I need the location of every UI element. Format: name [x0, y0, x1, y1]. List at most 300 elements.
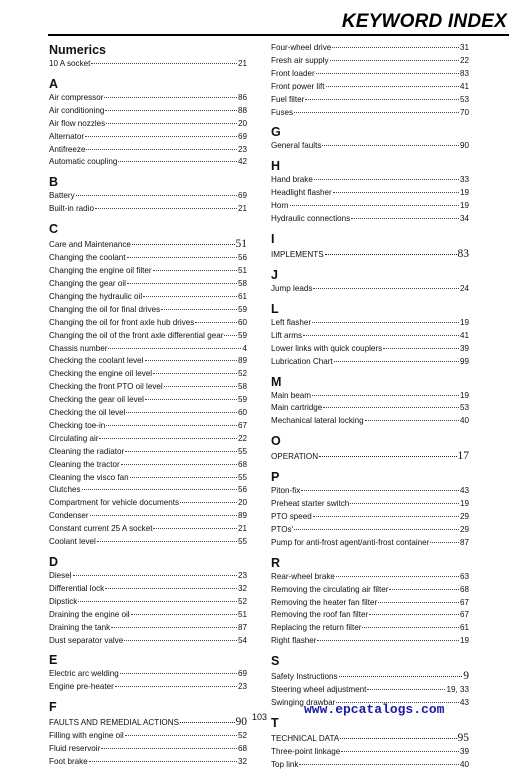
section-heading: F — [49, 700, 57, 715]
dot-leader — [120, 673, 237, 674]
dot-leader — [294, 529, 459, 530]
index-entry-label: Draining the tank — [49, 622, 111, 632]
index-entry-page: 55 — [237, 446, 247, 456]
index-entry-page: 52 — [237, 369, 247, 379]
dot-leader — [195, 322, 237, 323]
index-entry[interactable] — [49, 144, 247, 157]
index-entry[interactable] — [49, 105, 247, 118]
index-entry-page: 54 — [237, 635, 247, 645]
index-entry-page: 22 — [459, 55, 469, 65]
section-heading: D — [49, 555, 59, 569]
index-entry-label: Piton-fix — [271, 486, 301, 496]
index-entry-label: Draining the engine oil — [49, 609, 130, 619]
dot-leader — [153, 373, 237, 374]
index-entry-page: 83 — [457, 247, 469, 260]
index-entry-page: 68 — [237, 459, 247, 469]
index-entry-page: 59 — [237, 395, 247, 405]
index-entry[interactable] — [271, 485, 469, 498]
dot-leader — [336, 576, 459, 577]
index-entry-page: 69 — [237, 191, 247, 201]
index-entry[interactable] — [49, 381, 247, 394]
index-entry-label: Jump leads — [271, 283, 313, 293]
index-entry-label: Changing the oil for front axle hub drives — [49, 317, 195, 327]
dot-leader — [99, 438, 237, 439]
dot-leader — [180, 502, 237, 503]
index-entry-page: 60 — [237, 317, 247, 327]
index-entry[interactable] — [49, 583, 247, 596]
index-column-right — [271, 42, 469, 772]
dot-leader — [313, 516, 459, 517]
index-entry[interactable] — [271, 746, 469, 759]
index-entry-page: 68 — [459, 584, 469, 594]
index-entry-label: Removing the circulating air filter — [271, 584, 389, 594]
index-entry-page: 20 — [237, 118, 247, 128]
section-heading: H — [271, 159, 281, 174]
dot-leader — [130, 477, 237, 478]
index-entry-page: 32 — [237, 583, 247, 593]
index-entry[interactable] — [49, 343, 247, 356]
dot-leader — [101, 748, 237, 749]
dot-leader — [325, 254, 457, 255]
index-entry[interactable] — [49, 407, 247, 420]
index-entry[interactable] — [49, 730, 247, 743]
dot-leader — [339, 676, 463, 677]
index-entry-label: Steering wheel adjustment — [271, 685, 367, 695]
index-entry[interactable] — [49, 756, 247, 769]
index-entry-label: Built-in radio — [49, 204, 94, 214]
dot-leader — [143, 296, 237, 297]
index-entry-label: Four-wheel drive — [271, 43, 332, 52]
dot-leader — [299, 764, 459, 765]
index-entry[interactable] — [49, 92, 247, 105]
index-entry[interactable] — [271, 317, 469, 330]
index-entry[interactable] — [271, 200, 469, 213]
dot-leader — [127, 283, 237, 284]
index-entry-page: 19 — [459, 636, 469, 646]
index-entry-page: 21 — [237, 59, 247, 68]
index-entry-page: 43 — [459, 698, 469, 708]
index-entry-label: Changing the oil of the front axle differential gear — [49, 330, 224, 340]
index-entry[interactable] — [271, 187, 469, 200]
index-entry-page: 60 — [237, 408, 247, 418]
index-entry[interactable] — [49, 668, 247, 681]
dot-leader — [161, 309, 237, 310]
dot-leader — [111, 627, 237, 628]
index-entry[interactable] — [49, 510, 247, 523]
dot-leader — [224, 335, 237, 336]
dot-leader — [323, 407, 459, 408]
dot-leader — [82, 489, 237, 490]
index-entry-label: Checking the engine oil level — [49, 369, 153, 379]
index-entry[interactable] — [271, 571, 469, 584]
index-entry-label: Air flow nozzles — [49, 118, 106, 128]
index-entry-label: Condenser — [49, 511, 89, 521]
index-entry[interactable] — [49, 278, 247, 291]
dot-leader — [301, 490, 459, 491]
index-entry[interactable] — [271, 140, 469, 153]
dot-leader — [126, 412, 237, 413]
index-entry-label: Removing the roof fan filter — [271, 610, 369, 620]
index-entry-page: 90 — [459, 141, 469, 151]
dot-leader — [153, 528, 237, 529]
page-number: 103 — [252, 712, 268, 722]
dot-leader — [73, 575, 237, 576]
index-entry[interactable] — [49, 523, 247, 536]
index-entry-page: 67 — [237, 420, 247, 430]
dot-leader — [89, 761, 237, 762]
index-entry-label: Checking toe-in — [49, 420, 106, 430]
dot-leader — [367, 689, 445, 690]
index-column-left — [49, 42, 247, 769]
dot-leader — [319, 456, 456, 457]
section-heading: Numerics — [49, 43, 106, 57]
dot-leader — [334, 361, 459, 362]
index-entry-label: Care and Maintenance — [49, 240, 131, 250]
dot-leader — [383, 348, 459, 349]
index-entry[interactable] — [271, 42, 469, 55]
index-entry[interactable] — [271, 584, 469, 597]
index-entry[interactable] — [271, 524, 469, 537]
index-entry-label: Checking the front PTO oil level — [49, 382, 163, 392]
index-entry-label: Automatic coupling — [49, 157, 118, 167]
index-entry-label: Top link — [271, 759, 299, 769]
index-entry-page: 89 — [237, 356, 247, 366]
index-entry-label: Changing the oil for final drives — [49, 304, 161, 314]
index-entry-label: Mechanical lateral locking — [271, 416, 364, 426]
index-entry-label: Hand brake — [271, 175, 313, 185]
index-entry-page: 19, 33 — [446, 685, 469, 695]
index-entry-page: 17 — [457, 450, 469, 463]
dot-leader — [365, 420, 459, 421]
index-entry-label: PTO speed — [271, 512, 312, 522]
dot-leader — [145, 399, 237, 400]
index-entry-page: 23 — [237, 144, 247, 154]
dot-leader — [330, 60, 459, 61]
index-entry[interactable] — [271, 597, 469, 610]
index-entry[interactable] — [271, 402, 469, 415]
index-entry-label: Dust separator valve — [49, 635, 124, 645]
index-entry-label: Filling with engine oil — [49, 731, 124, 741]
index-entry-label: General faults — [271, 141, 322, 151]
index-entry-page: 63 — [459, 571, 469, 581]
index-entry[interactable] — [49, 420, 247, 433]
index-entry-page: 51 — [235, 238, 247, 251]
index-entry-page: 55 — [237, 472, 247, 482]
dot-leader — [303, 335, 459, 336]
dot-leader — [105, 110, 237, 111]
index-entry[interactable] — [271, 107, 469, 120]
dot-leader — [316, 73, 459, 74]
dot-leader — [322, 145, 459, 146]
index-entry-label: Clutches — [49, 485, 81, 495]
index-entry[interactable] — [49, 681, 247, 694]
index-entry[interactable] — [271, 609, 469, 622]
dot-leader — [106, 123, 237, 124]
section-heading: I — [271, 231, 275, 246]
index-entry[interactable] — [271, 94, 469, 107]
index-entry-label: Cleaning the tractor — [49, 459, 120, 469]
section-heading: C — [49, 222, 59, 237]
index-entry-label: Alternator — [49, 131, 85, 141]
section-heading: P — [271, 470, 280, 485]
index-entry[interactable] — [271, 283, 469, 296]
index-entry[interactable] — [271, 511, 469, 524]
index-entry[interactable] — [271, 684, 469, 697]
dot-leader — [115, 686, 237, 687]
index-entry-page: 39 — [459, 343, 469, 353]
dot-leader — [108, 348, 241, 349]
index-entry-page: 24 — [459, 283, 469, 293]
index-entry[interactable] — [49, 596, 247, 609]
dot-leader — [124, 640, 237, 641]
index-entry-page: 87 — [459, 537, 469, 547]
index-entry-page: 61 — [237, 291, 247, 301]
dot-leader — [350, 503, 459, 504]
index-entry[interactable] — [49, 237, 247, 252]
index-entry-label: Changing the coolant — [49, 253, 126, 263]
index-entry[interactable] — [271, 356, 469, 369]
index-entry-label: Checking the gear oil level — [49, 395, 144, 405]
dot-leader — [312, 395, 459, 396]
index-entry[interactable] — [271, 68, 469, 81]
index-entry-page: 86 — [237, 92, 247, 102]
dot-leader — [118, 161, 237, 162]
index-entry-label: Swinging drawbar — [271, 698, 336, 708]
section-heading: E — [49, 653, 58, 668]
index-entry-label: Circulating air — [49, 433, 99, 443]
dot-leader — [180, 722, 235, 723]
index-entry[interactable] — [49, 252, 247, 265]
index-entry[interactable] — [49, 304, 247, 317]
index-entry[interactable] — [49, 330, 247, 343]
dot-leader — [121, 464, 237, 465]
index-entry[interactable] — [271, 343, 469, 356]
index-entry-label: Foot brake — [49, 757, 88, 767]
index-entry-page: 31 — [459, 43, 469, 52]
index-entry[interactable] — [49, 497, 247, 510]
index-entry-page: 4 — [242, 343, 247, 353]
index-entry-page: 67 — [459, 610, 469, 620]
index-entry-page: 59 — [237, 304, 247, 314]
index-entry-page: 19 — [459, 188, 469, 198]
index-entry-label: 10 A socket — [49, 59, 91, 68]
index-entry[interactable] — [49, 394, 247, 407]
page-title: KEYWORD INDEX — [341, 11, 507, 32]
index-entry[interactable] — [49, 715, 247, 730]
index-entry[interactable] — [271, 81, 469, 94]
index-entry-page: 87 — [237, 622, 247, 632]
index-entry-page: 59 — [237, 330, 247, 340]
index-entry-label: Safety Instructions — [271, 672, 338, 682]
index-entry[interactable] — [49, 446, 247, 459]
index-entry-page: 22 — [237, 433, 247, 443]
index-entry[interactable] — [49, 118, 247, 131]
index-entry[interactable] — [49, 368, 247, 381]
index-entry[interactable] — [271, 213, 469, 226]
dot-leader — [389, 589, 459, 590]
dot-leader — [369, 614, 459, 615]
index-entry-page: 61 — [459, 623, 469, 633]
index-entry-label: Checking the oil level — [49, 408, 126, 418]
index-entry-label: Front loader — [271, 68, 315, 78]
index-entry-page: 23 — [237, 571, 247, 580]
index-entry-label: IMPLEMENTS — [271, 249, 324, 259]
index-entry-page: 56 — [237, 485, 247, 495]
index-entry[interactable] — [271, 731, 469, 746]
index-entry-page: 19 — [459, 390, 469, 400]
dot-leader — [125, 451, 237, 452]
section-heading: B — [49, 175, 59, 190]
index-entry[interactable] — [49, 291, 247, 304]
dot-leader — [131, 614, 237, 615]
watermark-url: www.epcatalogs.com — [304, 702, 445, 717]
index-entry-page: 58 — [237, 278, 247, 288]
index-entry-label: Antifreeze — [49, 144, 86, 154]
index-entry-page: 53 — [459, 94, 469, 104]
index-entry-label: Air compressor — [49, 92, 104, 102]
index-entry-page: 9 — [463, 670, 469, 683]
header-rule — [48, 34, 509, 36]
dot-leader — [340, 738, 456, 739]
index-entry-label: OPERATION — [271, 452, 319, 462]
dot-leader — [317, 640, 459, 641]
index-entry[interactable] — [49, 355, 247, 368]
index-entry-page: 55 — [237, 537, 247, 547]
index-entry-page: 89 — [237, 511, 247, 521]
index-entry-label: Fuses — [271, 107, 294, 117]
index-entry-label: Headlight flasher — [271, 188, 332, 198]
index-entry[interactable] — [49, 203, 247, 216]
section-heading: A — [49, 76, 59, 91]
index-entry-page: 43 — [459, 486, 469, 496]
index-entry[interactable] — [271, 174, 469, 187]
dot-leader — [332, 47, 459, 48]
index-entry[interactable] — [49, 156, 247, 169]
index-entry-label: Rear-wheel brake — [271, 571, 335, 581]
dot-leader — [362, 627, 459, 628]
index-entry-label: Constant current 25 A socket — [49, 524, 153, 534]
dot-leader — [333, 192, 459, 193]
index-entry[interactable] — [271, 247, 469, 262]
index-entry-label: Fluid reservoir — [49, 744, 101, 754]
index-entry-label: Main beam — [271, 390, 312, 400]
index-entry-page: 42 — [237, 157, 247, 167]
index-entry[interactable] — [49, 609, 247, 622]
index-entry-label: TECHNICAL DATA — [271, 734, 340, 743]
index-entry-label: Diesel — [49, 571, 72, 580]
dot-leader — [76, 195, 237, 196]
index-entry-page: 68 — [237, 744, 247, 754]
dot-leader — [351, 218, 459, 219]
index-entry-label: Fresh air supply — [271, 55, 329, 65]
section-heading: G — [271, 125, 281, 140]
index-entry-page: 41 — [459, 81, 469, 91]
dot-leader — [90, 515, 237, 516]
index-entry[interactable] — [49, 484, 247, 497]
index-entry[interactable] — [49, 570, 247, 583]
index-entry-page: 40 — [459, 759, 469, 769]
dot-leader — [132, 244, 235, 245]
dot-leader — [106, 425, 237, 426]
index-entry-page: 19 — [459, 201, 469, 211]
index-entry-page: 69 — [237, 131, 247, 141]
index-entry-label: Hydraulic connections — [271, 214, 351, 224]
index-entry-label: Engine pre-heater — [49, 682, 114, 692]
dot-leader — [314, 179, 459, 180]
index-entry-label: Electric arc welding — [49, 669, 119, 679]
index-entry-page: 52 — [237, 596, 247, 606]
index-entry-page: 23 — [237, 682, 247, 692]
index-entry[interactable] — [49, 536, 247, 549]
index-entry[interactable] — [49, 622, 247, 635]
index-entry[interactable] — [271, 449, 469, 464]
index-entry-label: Three-point linkage — [271, 747, 341, 756]
index-entry[interactable] — [49, 58, 247, 71]
index-entry-label: Removing the heater fan filter — [271, 597, 378, 607]
index-entry[interactable] — [49, 190, 247, 203]
index-entry-label: Fuel filter — [271, 94, 305, 104]
index-entry-label: Lubrication Chart — [271, 356, 333, 366]
index-entry-page: 95 — [457, 732, 469, 744]
index-entry-label: Changing the hydraulic oil — [49, 291, 143, 301]
index-entry[interactable] — [271, 635, 469, 648]
index-entry-label: Right flasher — [271, 636, 317, 646]
dot-leader — [95, 208, 237, 209]
index-entry-page: 40 — [459, 416, 469, 426]
dot-leader — [290, 205, 459, 206]
index-entry[interactable] — [271, 498, 469, 511]
index-entry-label: Changing the gear oil — [49, 278, 126, 288]
index-entry-page: 41 — [459, 330, 469, 340]
index-entry-label: Front power lift — [271, 81, 325, 91]
index-entry-label: Differential lock — [49, 583, 105, 593]
index-entry-label: Cleaning the radiator — [49, 446, 125, 456]
index-entry-label: Preheat starter switch — [271, 499, 350, 509]
index-entry[interactable] — [271, 390, 469, 403]
index-entry[interactable] — [49, 265, 247, 278]
dot-leader — [86, 149, 237, 150]
index-entry[interactable] — [271, 537, 469, 550]
index-entry[interactable] — [49, 472, 247, 485]
index-entry[interactable] — [271, 415, 469, 428]
index-entry-page: 58 — [237, 382, 247, 392]
index-entry[interactable] — [49, 459, 247, 472]
index-entry-page: 52 — [237, 731, 247, 741]
index-entry-page: 53 — [459, 403, 469, 413]
index-entry-label: Chassis number — [49, 343, 108, 353]
index-entry-page: 34 — [459, 214, 469, 224]
index-entry[interactable] — [49, 433, 247, 446]
dot-leader — [378, 602, 459, 603]
index-entry[interactable] — [271, 759, 469, 772]
dot-leader — [164, 386, 237, 387]
index-entry[interactable] — [49, 635, 247, 648]
index-entry[interactable] — [49, 317, 247, 330]
dot-leader — [91, 63, 237, 64]
index-entry[interactable] — [271, 622, 469, 635]
index-entry[interactable] — [271, 669, 469, 684]
section-heading: M — [271, 374, 282, 389]
index-entry-page: 21 — [237, 204, 247, 214]
index-entry-page: 70 — [459, 107, 469, 117]
index-entry[interactable] — [271, 55, 469, 68]
index-entry[interactable] — [271, 330, 469, 343]
dot-leader — [104, 97, 237, 98]
dot-leader — [341, 751, 459, 752]
index-entry[interactable] — [49, 743, 247, 756]
index-entry[interactable] — [49, 131, 247, 144]
index-entry-page: 19 — [459, 499, 469, 509]
